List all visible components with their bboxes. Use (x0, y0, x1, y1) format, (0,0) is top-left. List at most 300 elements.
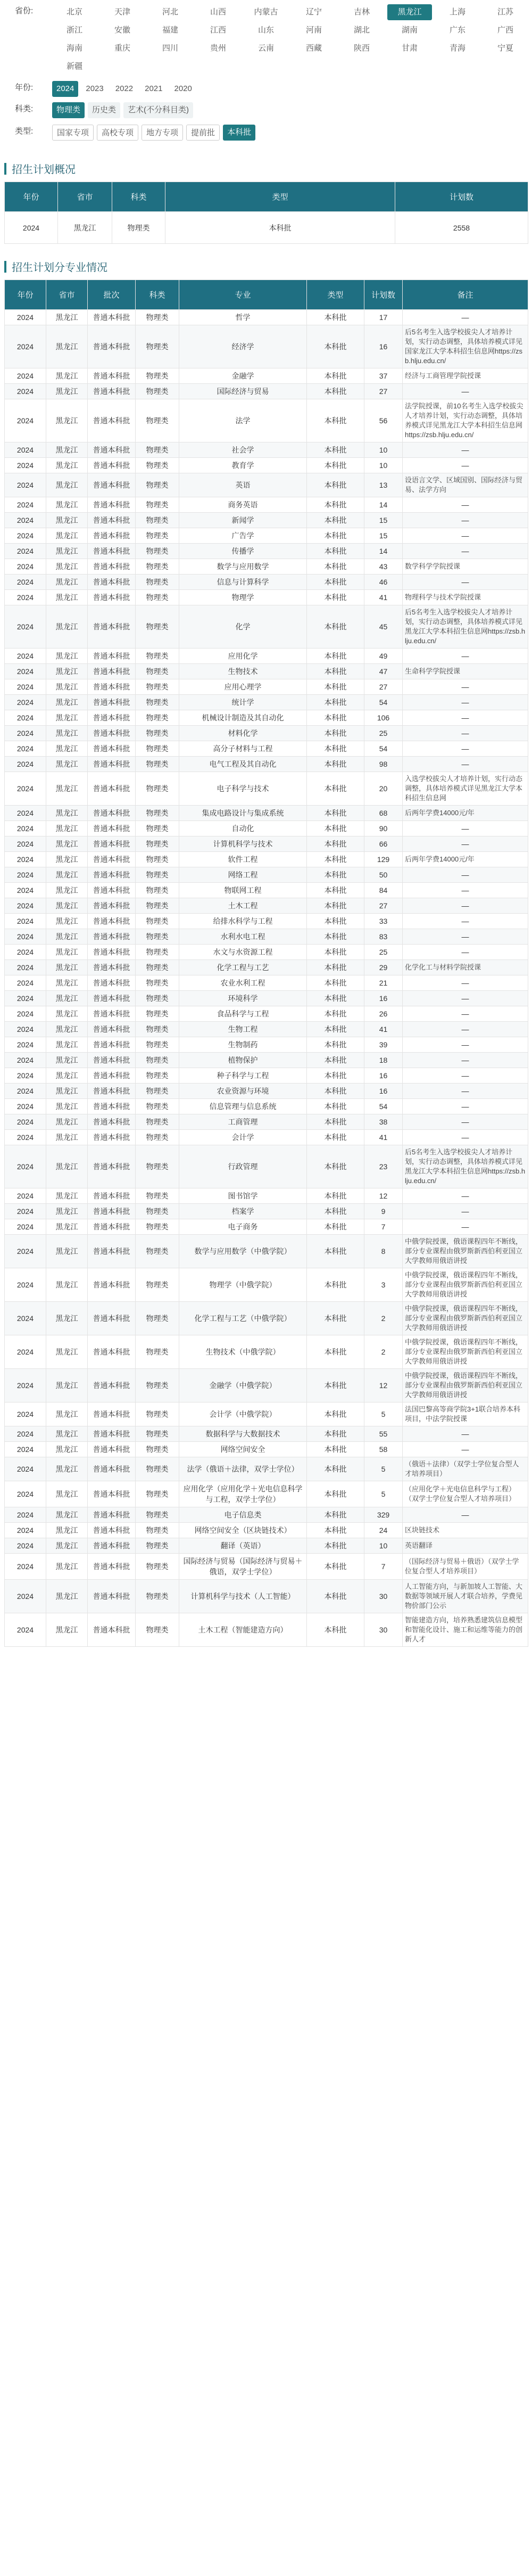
cell-count: 12 (364, 1188, 403, 1204)
detail-header-province: 省市 (46, 280, 88, 310)
cell-type: 本科批 (307, 883, 364, 898)
cell-subject: 物理类 (136, 1302, 179, 1335)
table-row (5, 442, 528, 458)
cell-province: 黑龙江 (46, 883, 88, 898)
table-row (5, 528, 528, 544)
cell-type: 本科批 (307, 991, 364, 1006)
cell-batch: 普通本科批 (88, 1145, 136, 1188)
cell-note: — (403, 867, 528, 883)
cell-count: 45 (364, 605, 403, 649)
cell-province: 黑龙江 (46, 806, 88, 821)
cell-year: 2024 (5, 1335, 46, 1369)
cell-note: — (403, 710, 528, 726)
cell-batch: 普通本科批 (88, 1554, 136, 1580)
cell-type: 本科批 (307, 1335, 364, 1369)
province-option[interactable]: 辽宁 (305, 7, 322, 17)
province-option[interactable]: 陕西 (353, 44, 370, 53)
table-row (5, 368, 528, 384)
overview-title: 招生计划概况 (12, 164, 76, 176)
cell-count: 46 (364, 575, 403, 590)
cell-note: 中俄学院授课，俄语课程四年不断线，部分专业课程由俄罗斯新西伯利亚国立大学教师用俄语讲授 (403, 1335, 528, 1369)
cell-note: 设语言文学、区域国别、国际经济与贸易、法学方向 (403, 473, 528, 497)
table-row (5, 806, 528, 821)
cell-year: 2024 (5, 695, 46, 710)
cell-major: 土木工程 (179, 898, 307, 914)
cell-type: 本科批 (307, 679, 364, 695)
province-option[interactable]: 内蒙古 (254, 7, 278, 17)
cell-count: 90 (364, 821, 403, 836)
detail-title: 招生计划分专业情况 (12, 262, 107, 274)
type-option[interactable]: 地方专项 (142, 125, 183, 141)
cell-subject: 物理类 (136, 649, 179, 664)
province-option[interactable]: 山东 (257, 26, 274, 35)
table-row (5, 1402, 528, 1426)
table-row (5, 1580, 528, 1613)
cell-major: 社会学 (179, 442, 307, 458)
cell-subject: 物理类 (136, 806, 179, 821)
cell-type: 本科批 (307, 772, 364, 806)
province-option[interactable]: 安徽 (114, 26, 130, 35)
cell-type: 本科批 (307, 1402, 364, 1426)
province-option[interactable]: 重庆 (114, 44, 130, 53)
cell-major: 电气工程及其自动化 (179, 757, 307, 772)
cell-major: 种子科学与工程 (179, 1068, 307, 1084)
cell-type: 本科批 (307, 310, 364, 325)
cell-year: 2024 (5, 590, 46, 605)
cell-note: — (403, 1037, 528, 1053)
cell-type: 本科批 (307, 497, 364, 513)
cell-batch: 普通本科批 (88, 1268, 136, 1302)
cell-year: 2024 (5, 1268, 46, 1302)
cell-province: 黑龙江 (46, 929, 88, 945)
cell-count: 33 (364, 914, 403, 929)
cell-type: 本科批 (307, 1613, 364, 1647)
cell-count: 24 (364, 1523, 403, 1538)
table-row (5, 1538, 528, 1554)
subject-options (52, 101, 531, 119)
cell-subject: 物理类 (136, 1145, 179, 1188)
cell-province: 黑龙江 (46, 1084, 88, 1099)
cell-count: 54 (364, 1099, 403, 1114)
cell-province: 黑龙江 (46, 1538, 88, 1554)
cell-major: 会计学 (179, 1130, 307, 1145)
cell-major: 水文与水资源工程 (179, 945, 307, 960)
subject-option[interactable]: 艺术(不分科目类) (123, 102, 193, 118)
table-row (5, 821, 528, 836)
cell-batch: 普通本科批 (88, 1457, 136, 1481)
cell-batch: 普通本科批 (88, 1369, 136, 1402)
cell-type: 本科批 (307, 325, 364, 368)
province-option[interactable]: 贵州 (210, 44, 226, 53)
cell-note: — (403, 1068, 528, 1084)
cell-major: 高分子材料与工程 (179, 741, 307, 757)
cell-subject: 物理类 (136, 741, 179, 757)
cell-province: 黑龙江 (46, 741, 88, 757)
province-option[interactable]: 四川 (162, 44, 178, 53)
cell-year: 2024 (5, 310, 46, 325)
cell-province: 黑龙江 (46, 726, 88, 741)
province-option[interactable]: 江苏 (497, 7, 513, 17)
cell-year: 2024 (5, 1538, 46, 1554)
cell-count: 47 (364, 664, 403, 679)
cell-count: 14 (364, 544, 403, 559)
cell-type: 本科批 (307, 528, 364, 544)
cell-count: 13 (364, 473, 403, 497)
cell-note: 物理科学与技术学院授课 (403, 590, 528, 605)
cell-type: 本科批 (307, 852, 364, 867)
cell-major: 生物技术 (179, 664, 307, 679)
table-row (5, 544, 528, 559)
cell-province: 黑龙江 (46, 1369, 88, 1402)
detail-header-count: 计划数 (364, 280, 403, 310)
type-option[interactable]: 提前批 (186, 125, 220, 141)
province-option[interactable]: 北京 (66, 7, 82, 17)
cell-subject: 物理类 (136, 975, 179, 991)
table-row (5, 1037, 528, 1053)
cell-type: 本科批 (307, 806, 364, 821)
cell-note: 法国巴黎高等商学院3+1联合培养本科项目，中法学院授课 (403, 1402, 528, 1426)
table-row (5, 1369, 528, 1402)
cell-note: 中俄学院授课，俄语课程四年不断线，部分专业课程由俄罗斯新西伯利亚国立大学教师用俄语讲授 (403, 1268, 528, 1302)
year-option[interactable]: 2023 (86, 84, 104, 93)
cell-province: 黑龙江 (46, 497, 88, 513)
cell-major: 信息与计算科学 (179, 575, 307, 590)
cell-batch: 普通本科批 (88, 1481, 136, 1507)
cell-count: 3 (364, 1268, 403, 1302)
table-row (5, 1613, 528, 1647)
table-row (5, 513, 528, 528)
province-option[interactable]: 湖北 (353, 26, 370, 35)
cell-province: 黑龙江 (46, 914, 88, 929)
cell-batch: 普通本科批 (88, 1507, 136, 1523)
cell-count: 39 (364, 1037, 403, 1053)
cell-note: — (403, 929, 528, 945)
cell-subject: 物理类 (136, 1130, 179, 1145)
table-row (5, 883, 528, 898)
cell-subject: 物理类 (136, 821, 179, 836)
cell-count: 9 (364, 1204, 403, 1219)
detail-header-type: 类型 (307, 280, 364, 310)
cell-count: 14 (364, 497, 403, 513)
cell-subject: 物理类 (136, 929, 179, 945)
cell-note: — (403, 991, 528, 1006)
cell-province: 黑龙江 (46, 1053, 88, 1068)
cell-year: 2024 (5, 710, 46, 726)
province-option[interactable]: 青海 (449, 44, 466, 53)
cell-major: 化学 (179, 605, 307, 649)
year-option[interactable]: 2022 (115, 84, 134, 93)
cell-year: 2024 (5, 852, 46, 867)
province-option[interactable]: 山西 (210, 7, 226, 17)
cell-count: 29 (364, 960, 403, 975)
type-option[interactable]: 本科批 (223, 125, 255, 141)
type-label: 类型: (15, 127, 34, 136)
cell-subject: 物理类 (136, 991, 179, 1006)
province-option[interactable]: 宁夏 (497, 44, 513, 53)
cell-subject: 物理类 (136, 695, 179, 710)
cell-year: 2024 (5, 757, 46, 772)
cell-count: 27 (364, 384, 403, 399)
cell-major: 会计学（中俄学院） (179, 1402, 307, 1426)
cell-type: 本科批 (307, 867, 364, 883)
cell-batch: 普通本科批 (88, 991, 136, 1006)
cell-province: 黑龙江 (46, 442, 88, 458)
cell-note: — (403, 310, 528, 325)
cell-subject: 物理类 (136, 945, 179, 960)
cell-province: 黑龙江 (46, 1523, 88, 1538)
cell-note: — (403, 1219, 528, 1235)
cell-province: 黑龙江 (46, 1219, 88, 1235)
table-row (5, 1523, 528, 1538)
table-row (5, 590, 528, 605)
cell-note: — (403, 695, 528, 710)
type-option[interactable]: 高校专项 (97, 125, 138, 141)
cell-year: 2024 (5, 473, 46, 497)
cell-note: 区块链技术 (403, 1523, 528, 1538)
table-row (5, 497, 528, 513)
cell-year: 2024 (5, 1302, 46, 1335)
cell-subject: 物理类 (136, 1538, 179, 1554)
detail-section-title (4, 259, 532, 274)
cell-type: 本科批 (307, 1580, 364, 1613)
cell-type: 本科批 (307, 1302, 364, 1335)
cell-type: 本科批 (307, 649, 364, 664)
cell-batch: 普通本科批 (88, 852, 136, 867)
cell-major: 法学（俄语＋法律，双学士学位） (179, 1457, 307, 1481)
table-row (5, 559, 528, 575)
table-row (5, 1457, 528, 1481)
cell-major: 自动化 (179, 821, 307, 836)
table-row (5, 1006, 528, 1022)
cell-count: 8 (364, 1235, 403, 1268)
cell-major: 法学 (179, 399, 307, 442)
cell-province: 黑龙江 (46, 1507, 88, 1523)
cell-count: 84 (364, 883, 403, 898)
cell-year: 2024 (5, 806, 46, 821)
table-row (5, 575, 528, 590)
cell-major: 机械设计制造及其自动化 (179, 710, 307, 726)
cell-subject: 物理类 (136, 914, 179, 929)
table-row (5, 852, 528, 867)
cell-count: 41 (364, 1022, 403, 1037)
cell-year: 2024 (5, 528, 46, 544)
cell-major: 食品科学与工程 (179, 1006, 307, 1022)
table-row (5, 1204, 528, 1219)
cell-subject: 物理类 (136, 399, 179, 442)
subject-option[interactable]: 历史类 (88, 102, 120, 118)
cell-major: 土木工程（智能建造方向） (179, 1613, 307, 1647)
year-option[interactable]: 2024 (52, 81, 78, 97)
cell-note: — (403, 914, 528, 929)
cell-note: 中俄学院授课，俄语课程四年不断线，部分专业课程由俄罗斯新西伯利亚国立大学教师用俄语讲授 (403, 1235, 528, 1268)
cell-type: 本科批 (307, 1053, 364, 1068)
table-row (5, 1554, 528, 1580)
province-option[interactable]: 云南 (257, 44, 274, 53)
cell-note: — (403, 1188, 528, 1204)
province-option[interactable]: 广东 (449, 26, 466, 35)
cell-note: — (403, 497, 528, 513)
cell-year: 2024 (5, 1084, 46, 1099)
cell-subject: 物理类 (136, 1268, 179, 1302)
cell-year: 2024 (5, 458, 46, 473)
cell-province: 黑龙江 (46, 1613, 88, 1647)
cell-batch: 普通本科批 (88, 590, 136, 605)
cell-count: 2 (364, 1335, 403, 1369)
cell-province: 黑龙江 (46, 1099, 88, 1114)
table-row (5, 1442, 528, 1457)
cell-province: 黑龙江 (46, 1302, 88, 1335)
year-option[interactable]: 2021 (145, 84, 163, 93)
cell-major: 计算机科学与技术 (179, 836, 307, 852)
subject-option[interactable]: 物理类 (52, 102, 85, 118)
province-option[interactable]: 浙江 (66, 26, 82, 35)
year-options (52, 80, 531, 98)
cell-type: 本科批 (307, 1145, 364, 1188)
cell-subject: 物理类 (136, 528, 179, 544)
cell-subject: 物理类 (136, 1507, 179, 1523)
cell-major: 生物工程 (179, 1022, 307, 1037)
province-filter (0, 3, 532, 76)
cell-major: 物理学 (179, 590, 307, 605)
cell-batch: 普通本科批 (88, 1613, 136, 1647)
cell-major: 国际经济与贸易 (179, 384, 307, 399)
year-option[interactable]: 2020 (174, 84, 192, 93)
cell-province: 黑龙江 (46, 590, 88, 605)
province-option[interactable]: 上海 (449, 7, 466, 17)
cell-province: 黑龙江 (46, 867, 88, 883)
cell-subject: 物理类 (136, 664, 179, 679)
cell-subject: 物理类 (136, 757, 179, 772)
cell-type: 本科批 (307, 1188, 364, 1204)
cell-type: 本科批 (307, 975, 364, 991)
province-option[interactable]: 甘肃 (401, 44, 418, 53)
cell-province: 黑龙江 (46, 1114, 88, 1130)
cell-batch: 普通本科批 (88, 1523, 136, 1538)
cell-subject: 物理类 (136, 1235, 179, 1268)
cell-note: — (403, 528, 528, 544)
overview-row (5, 212, 528, 244)
cell-note: 后两年学费14000元/年 (403, 806, 528, 821)
cell-note: — (403, 741, 528, 757)
detail-table (4, 280, 528, 1647)
province-option[interactable]: 海南 (66, 44, 82, 53)
type-option[interactable]: 国家专项 (52, 125, 94, 141)
cell-batch: 普通本科批 (88, 1402, 136, 1426)
cell-count: 7 (364, 1554, 403, 1580)
cell-count: 23 (364, 1145, 403, 1188)
cell-count: 10 (364, 458, 403, 473)
cell-batch: 普通本科批 (88, 1006, 136, 1022)
province-option[interactable]: 广西 (497, 26, 513, 35)
table-row (5, 1235, 528, 1268)
cell-year: 2024 (5, 883, 46, 898)
overview-count: 2558 (395, 212, 528, 244)
cell-province: 黑龙江 (46, 1022, 88, 1037)
province-option[interactable]: 新疆 (66, 62, 82, 71)
province-option[interactable]: 河北 (162, 7, 178, 17)
cell-province: 黑龙江 (46, 1006, 88, 1022)
table-row (5, 679, 528, 695)
cell-note: — (403, 1084, 528, 1099)
detail-header-subject: 科类 (136, 280, 179, 310)
cell-subject: 物理类 (136, 867, 179, 883)
table-row (5, 945, 528, 960)
cell-year: 2024 (5, 1006, 46, 1022)
cell-year: 2024 (5, 1219, 46, 1235)
cell-type: 本科批 (307, 1426, 364, 1442)
province-option[interactable]: 西藏 (305, 44, 322, 53)
cell-province: 黑龙江 (46, 368, 88, 384)
province-option[interactable]: 黑龙江 (387, 4, 432, 20)
cell-count: 50 (364, 867, 403, 883)
table-row (5, 399, 528, 442)
province-option[interactable]: 河南 (305, 26, 322, 35)
cell-subject: 物理类 (136, 960, 179, 975)
province-option[interactable]: 天津 (114, 7, 130, 17)
cell-subject: 物理类 (136, 1442, 179, 1457)
cell-note: — (403, 726, 528, 741)
cell-year: 2024 (5, 513, 46, 528)
cell-year: 2024 (5, 442, 46, 458)
cell-count: 38 (364, 1114, 403, 1130)
cell-province: 黑龙江 (46, 1068, 88, 1084)
cell-province: 黑龙江 (46, 1268, 88, 1302)
table-row (5, 649, 528, 664)
cell-note: — (403, 821, 528, 836)
cell-count: 329 (364, 1507, 403, 1523)
cell-subject: 物理类 (136, 1099, 179, 1114)
cell-type: 本科批 (307, 1507, 364, 1523)
cell-year: 2024 (5, 1145, 46, 1188)
cell-batch: 普通本科批 (88, 310, 136, 325)
province-option[interactable]: 湖南 (401, 26, 418, 35)
title-bar-decoration (4, 163, 6, 175)
table-row (5, 1053, 528, 1068)
detail-table-body (5, 310, 528, 1647)
cell-province: 黑龙江 (46, 695, 88, 710)
cell-year: 2024 (5, 1402, 46, 1426)
cell-note: — (403, 898, 528, 914)
province-option[interactable]: 吉林 (353, 7, 370, 17)
cell-type: 本科批 (307, 1523, 364, 1538)
province-option[interactable]: 江西 (210, 26, 226, 35)
cell-major: 应用心理学 (179, 679, 307, 695)
overview-province: 黑龙江 (58, 212, 112, 244)
cell-note: — (403, 757, 528, 772)
cell-year: 2024 (5, 497, 46, 513)
subject-filter (0, 101, 532, 119)
cell-count: 12 (364, 1369, 403, 1402)
cell-year: 2024 (5, 399, 46, 442)
cell-subject: 物理类 (136, 1084, 179, 1099)
province-option[interactable]: 福建 (162, 26, 178, 35)
cell-count: 20 (364, 772, 403, 806)
cell-note: 智能建造方向，培养熟悉建筑信息模型和智能化设计、施工和运维等能力的创新人才 (403, 1613, 528, 1647)
cell-province: 黑龙江 (46, 757, 88, 772)
cell-subject: 物理类 (136, 1053, 179, 1068)
cell-batch: 普通本科批 (88, 1235, 136, 1268)
cell-subject: 物理类 (136, 1335, 179, 1369)
cell-count: 16 (364, 1084, 403, 1099)
cell-province: 黑龙江 (46, 1130, 88, 1145)
cell-year: 2024 (5, 384, 46, 399)
cell-province: 黑龙江 (46, 1426, 88, 1442)
cell-batch: 普通本科批 (88, 368, 136, 384)
table-row (5, 1426, 528, 1442)
cell-count: 30 (364, 1613, 403, 1647)
table-row (5, 1114, 528, 1130)
cell-major: 化学工程与工艺（中俄学院） (179, 1302, 307, 1335)
